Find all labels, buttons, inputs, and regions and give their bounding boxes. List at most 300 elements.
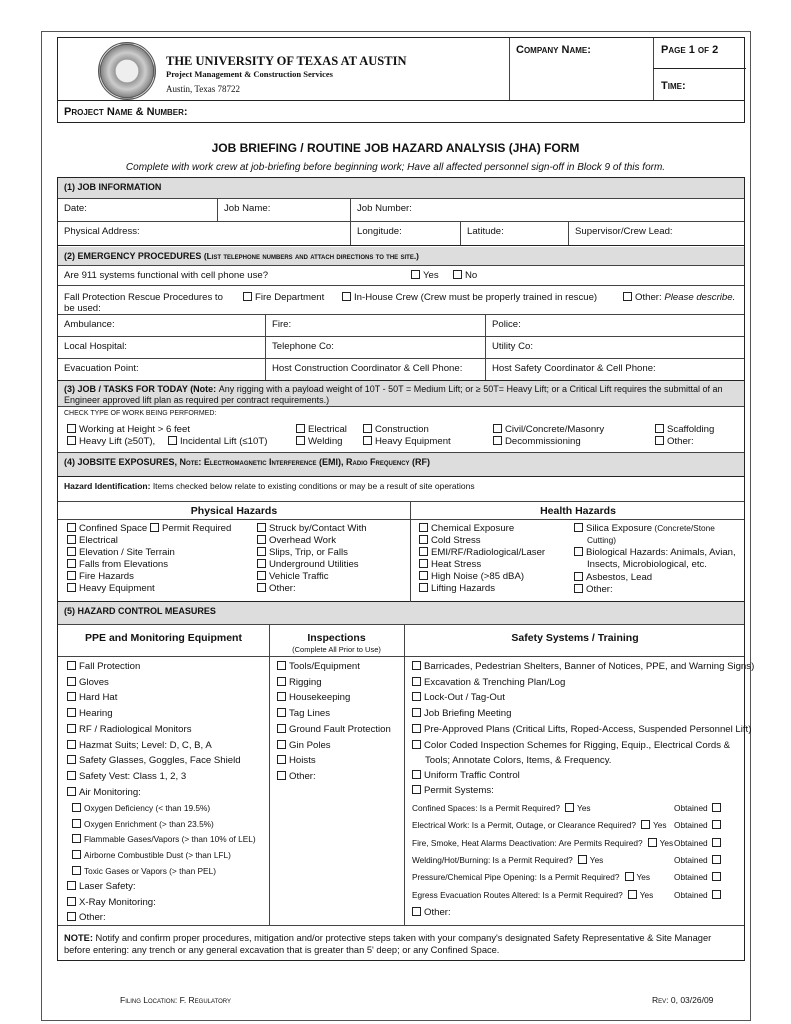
item-label: Civil/Concrete/Masonry	[505, 424, 605, 435]
heavy-lift-50t-checkbox[interactable]	[67, 436, 76, 445]
date-field[interactable]: Date:	[58, 199, 218, 221]
air-monitoring-item	[67, 787, 141, 798]
safety-vest-class-1-2-3-item	[67, 771, 186, 782]
ppe-other-checkbox[interactable]	[67, 912, 76, 921]
obtained-checkbox[interactable]	[712, 890, 721, 899]
heat-stress-checkbox[interactable]	[419, 559, 428, 568]
heavy-lift-50t-item	[67, 436, 155, 447]
item-label: Obtained	[674, 837, 708, 848]
yes-label: Yes	[659, 837, 674, 848]
slips-trip-or-falls-checkbox[interactable]	[257, 547, 266, 556]
obtained-checkbox[interactable]	[712, 855, 721, 864]
obtained-checkbox[interactable]	[712, 838, 721, 847]
tools-annotate-colors-items-frequency-item	[425, 755, 611, 766]
item-label: Falls from Elevations	[79, 559, 169, 570]
item-label: Incidental Lift (≤10T)	[180, 436, 268, 447]
flammable-gases-vapors-than-10-of-lel-checkbox[interactable]	[72, 834, 81, 843]
insp-tools-equipment-item	[277, 661, 360, 672]
permit-required-checkbox[interactable]	[150, 523, 159, 532]
item-label: Chemical Exposure	[431, 523, 515, 534]
lock-out-tag-out-item	[412, 692, 505, 703]
fire-hazards-item	[67, 571, 134, 582]
insp-tools-equipment-checkbox[interactable]	[277, 661, 286, 670]
item-label: Toxic Gases or Vapors (> than PEL)	[84, 865, 216, 876]
overhead-work-item	[257, 535, 336, 546]
oxygen-deficiency-than-19-5-checkbox[interactable]	[72, 803, 81, 812]
item-label: Underground Utilities	[269, 559, 359, 570]
insp-tag-lines-checkbox[interactable]	[277, 708, 286, 717]
item-label: Scaffolding	[667, 424, 715, 435]
civil-concrete-masonry-checkbox[interactable]	[493, 424, 502, 433]
item-label: Decommissioning	[505, 436, 581, 447]
item-label: Confined Space	[79, 523, 148, 534]
local-hospital-field[interactable]: Local Hospital:	[58, 337, 266, 358]
permit-1-item	[412, 820, 667, 830]
insects-microbiological-etc-item	[587, 559, 707, 570]
struck-by-contact-with-item	[257, 523, 367, 534]
section-2-title: (2) EMERGENCY PROCEDURES	[64, 251, 202, 261]
uniform-traffic-control-checkbox[interactable]	[412, 770, 421, 779]
revision: Rev: 0, 03/26/09	[652, 995, 714, 1005]
insp-rigging-item	[277, 677, 322, 688]
lock-out-tag-out-checkbox[interactable]	[412, 692, 421, 701]
biological-hazards-animals-avian-item	[574, 547, 736, 558]
falls-from-elevations-item	[67, 559, 168, 570]
utility-co-field[interactable]: Utility Co:	[492, 341, 534, 352]
section-2-note: (List telephone numbers and attach directions to the site.)	[203, 251, 419, 261]
welding-checkbox[interactable]	[296, 436, 305, 445]
obtained-checkbox[interactable]	[712, 872, 721, 881]
item-label: Barricades, Pedestrian Shelters, Banner of Notices, PPE, and Warning Signs)	[424, 661, 755, 672]
item-label: Other:	[289, 770, 316, 782]
in-house-crew-label: In-House Crew (Crew must be properly trained in rescue)	[354, 292, 598, 303]
item-label: Struck by/Contact With	[269, 523, 367, 534]
item-label: Slips, Trip, or Falls	[269, 547, 348, 558]
electrical-checkbox[interactable]	[296, 424, 305, 433]
host-safety-coordinator-field[interactable]: Host Safety Coordinator & Cell Phone:	[492, 363, 656, 374]
item-label: Electrical	[79, 535, 118, 546]
item-label: Elevation / Site Terrain	[79, 547, 175, 558]
safety-heading: Safety Systems / Training	[511, 632, 639, 644]
gloves-item	[67, 677, 109, 688]
underground-utilities-item	[257, 559, 359, 570]
insp-housekeeping-item	[277, 692, 350, 703]
toxic-gases-or-vapors-than-pel-checkbox[interactable]	[72, 866, 81, 875]
yes-label: Yes	[577, 803, 591, 813]
heavy-equipment-checkbox[interactable]	[363, 436, 372, 445]
header-box	[57, 37, 745, 123]
rf-radiological-monitors-checkbox[interactable]	[67, 724, 76, 733]
item-label: Electrical Work: Is a Permit, Outage, or Clearance Required?	[412, 820, 636, 831]
incidental-lift-10t-item	[168, 436, 267, 447]
job-briefing-meeting-item	[412, 708, 511, 719]
item-label: Hazmat Suits; Level: D, C, B, A	[79, 739, 212, 751]
permit-yes-checkbox[interactable]	[565, 803, 574, 812]
item-label: Working at Height > 6 feet	[79, 424, 191, 435]
scaffolding-item	[655, 424, 714, 435]
permit-yes-checkbox[interactable]	[625, 872, 634, 881]
item-label: Airborne Combustible Dust (> than LFL)	[84, 850, 231, 861]
item-label: Heavy Lift (≥50T),	[79, 436, 156, 447]
item-label: Heavy Equipment	[79, 583, 155, 594]
item-label: Uniform Traffic Control	[424, 770, 520, 781]
section-4-title: (4) JOBSITE EXPOSURES,	[64, 457, 178, 467]
item-label: Pressure/Chemical Pipe Opening: Is a Permit Required?	[412, 872, 620, 883]
item-label: Obtained	[674, 854, 708, 865]
permit-yes-checkbox[interactable]	[641, 820, 650, 829]
insp-rigging-checkbox[interactable]	[277, 677, 286, 686]
confined-space-item	[67, 523, 147, 534]
permit-systems-checkbox[interactable]	[412, 785, 421, 794]
oxygen-enrichment-than-23-5-checkbox[interactable]	[72, 819, 81, 828]
civil-concrete-masonry-item	[493, 424, 604, 435]
vehicle-traffic-checkbox[interactable]	[257, 571, 266, 580]
page-number: Page 1 of 2	[661, 44, 719, 56]
biological-hazards-animals-avian-checkbox[interactable]	[574, 547, 583, 556]
item-label: Oxygen Enrichment (> than 23.5%)	[84, 818, 214, 829]
item-label: Excavation & Trenching Plan/Log	[424, 676, 566, 688]
barricades-pedestrian-shelters-banner-of-checkbox[interactable]	[412, 661, 421, 670]
pre-approved-plans-critical-lifts-roped--item	[412, 724, 751, 735]
safety-other-checkbox[interactable]	[412, 907, 421, 916]
other-checkbox[interactable]	[257, 583, 266, 592]
electrical-item	[296, 424, 347, 435]
form-subtitle: Complete with work crew at job-briefing before beginning work; Have all affected personnel sign-off in Block 9 of this form.	[125, 162, 666, 173]
item-label: Permit Required	[162, 523, 232, 534]
item-label: Flammable Gases/Vapors (> than 10% of LEL)	[84, 834, 256, 845]
item-label: Hard Hat	[79, 692, 118, 704]
item-label: Gin Poles	[289, 739, 331, 751]
decommissioning-item	[493, 436, 581, 447]
item-label: Silica Exposure	[586, 523, 653, 534]
permit-5-item	[412, 890, 653, 900]
working-at-height-6-feet-item	[67, 424, 190, 435]
check-type-label: CHECK TYPE OF WORK BEING PERFORMED:	[64, 410, 217, 417]
item-label: Other:	[79, 912, 106, 924]
item-label: Heavy Equipment	[375, 436, 451, 447]
item-label: Cutting)	[587, 535, 617, 545]
form-title: JOB BRIEFING / ROUTINE JOB HAZARD ANALYSIS (JHA) FORM	[211, 141, 580, 155]
incidental-lift-10t-checkbox[interactable]	[168, 436, 177, 445]
longitude-field[interactable]: Longitude:	[351, 222, 461, 245]
safety-other-item	[412, 907, 451, 918]
physical-address-field[interactable]: Physical Address:	[58, 222, 351, 245]
insp-hoists-item	[277, 755, 316, 766]
item-label: Insects, Microbiological, etc.	[587, 559, 707, 570]
yes-label: Yes	[423, 270, 439, 281]
emi-rf-radiological-laser-item	[419, 547, 545, 558]
item-label: Other:	[667, 436, 694, 447]
lifting-hazards-checkbox[interactable]	[419, 583, 428, 592]
chemical-exposure-item	[419, 523, 514, 534]
cutting-item	[587, 535, 616, 545]
other-item	[257, 583, 296, 594]
item-label: Oxygen Deficiency (< than 19.5%)	[84, 803, 211, 813]
heavy-equipment-item	[363, 436, 451, 447]
insp-gin-poles-item	[277, 740, 331, 751]
underground-utilities-checkbox[interactable]	[257, 559, 266, 568]
item-label: Welding/Hot/Burning: Is a Permit Required?	[412, 854, 573, 865]
item-label: Color Coded Inspection Schemes for Rigging, Equip., Electrical Cords &	[424, 739, 731, 751]
item-label: High Noise (>85 dBA)	[431, 571, 525, 582]
item-label: Other:	[269, 583, 296, 594]
item-label: Egress Evacuation Routes Altered: Is a Permit Required?	[412, 889, 623, 900]
construction-checkbox[interactable]	[363, 424, 372, 433]
section-1-title: (1) JOB INFORMATION	[64, 182, 162, 192]
section-4-note: Note: Electromagnetic Interference (EMI), Radio Frequency (RF)	[179, 457, 431, 467]
item-label: Ground Fault Protection	[289, 723, 391, 735]
rf-radiological-monitors-item	[67, 724, 192, 735]
welding-item	[296, 436, 343, 447]
university-address: Austin, Texas 78722	[166, 84, 240, 94]
safety-glasses-goggles-face-shield-item	[67, 755, 241, 766]
flammable-gases-vapors-than-10-of-lel-item	[72, 834, 256, 844]
company-name-label: Company Name:	[516, 44, 591, 56]
ppe-x-ray-monitoring-item	[67, 897, 156, 908]
ppe-x-ray-monitoring-checkbox[interactable]	[67, 897, 76, 906]
hazmat-suits-level-d-c-b-a-item	[67, 740, 212, 751]
fire-department-checkbox[interactable]	[243, 292, 252, 301]
911-yes-checkbox[interactable]	[411, 270, 420, 279]
yes-label: Yes	[652, 820, 667, 831]
fall-protection-label: Fall Protection Rescue Procedures to be used:	[64, 292, 223, 314]
item-label: Fire Hazards	[79, 571, 134, 582]
ppe-laser-safety-item	[67, 881, 136, 892]
inspections-heading: Inspections	[307, 632, 366, 644]
fire-hazards-checkbox[interactable]	[67, 571, 76, 580]
other-label: Other:	[635, 292, 662, 303]
item-label: X-Ray Monitoring:	[79, 896, 156, 908]
decommissioning-checkbox[interactable]	[493, 436, 502, 445]
item-label: Pre-Approved Plans (Critical Lifts, Roped-Access, Suspended Personnel Lift)	[424, 723, 752, 735]
permit-yes-checkbox[interactable]	[648, 838, 657, 847]
item-label: Hoists	[289, 755, 316, 767]
high-noise-85-dba-checkbox[interactable]	[419, 571, 428, 580]
ppe-laser-safety-checkbox[interactable]	[67, 881, 76, 890]
item-label: EMI/RF/Radiological/Laser	[431, 547, 546, 558]
hard-hat-checkbox[interactable]	[67, 692, 76, 701]
item-label: RF / Radiological Monitors	[79, 723, 192, 735]
ambulance-field[interactable]: Ambulance:	[58, 315, 266, 336]
police-field[interactable]: Police:	[492, 319, 521, 330]
university-seal-logo	[98, 42, 156, 100]
item-label: Hearing	[79, 708, 113, 720]
construction-item	[363, 424, 429, 435]
vehicle-traffic-item	[257, 571, 329, 582]
section-3-title: (3) JOB / TASKS FOR TODAY (Note:	[64, 384, 217, 394]
hearing-item	[67, 708, 113, 719]
in-house-crew-checkbox[interactable]	[342, 292, 351, 301]
insp-ground-fault-protection-checkbox[interactable]	[277, 724, 286, 733]
item-label: Safety Glasses, Goggles, Face Shield	[79, 755, 241, 767]
item-label: Permit Systems:	[424, 785, 494, 796]
falls-from-elevations-checkbox[interactable]	[67, 559, 76, 568]
fall-protection-checkbox[interactable]	[67, 661, 76, 670]
yes-label: Yes	[589, 854, 604, 865]
barricades-pedestrian-shelters-banner-of-item	[412, 661, 754, 672]
silica-note: (Concrete/Stone	[652, 523, 715, 533]
item-label: Fire, Smoke, Heat Alarms Deactivation: Are Permits Required?	[412, 837, 643, 848]
physical-hazards-heading: Physical Hazards	[190, 505, 278, 517]
silica-exposure-checkbox[interactable]	[574, 523, 583, 532]
emi-rf-radiological-laser-checkbox[interactable]	[419, 547, 428, 556]
hard-hat-item	[67, 692, 117, 703]
other-rescue-checkbox[interactable]	[623, 292, 632, 301]
ppe-other-item	[67, 912, 106, 923]
item-label: Overhead Work	[269, 535, 337, 546]
job-name-field[interactable]: Job Name:	[218, 199, 351, 221]
911-question: Are 911 systems functional with cell phone use?	[64, 270, 269, 281]
safety-vest-class-1-2-3-checkbox[interactable]	[67, 771, 76, 780]
elevation-site-terrain-item	[67, 547, 175, 558]
heavy-equipment-checkbox[interactable]	[67, 583, 76, 592]
time-label: Time:	[661, 80, 686, 92]
heat-stress-item	[419, 559, 481, 570]
permit-yes-checkbox[interactable]	[578, 855, 587, 864]
hazard-id-text: Items checked below relate to existing conditions or may be a result of site operations	[152, 481, 475, 491]
elevation-site-terrain-checkbox[interactable]	[67, 547, 76, 556]
item-label: Asbestos, Lead	[586, 572, 653, 583]
department-name: Project Management & Construction Services	[166, 69, 333, 79]
item-label: Vehicle Traffic	[269, 571, 329, 582]
oxygen-deficiency-than-19-5-item	[72, 803, 210, 813]
item-label: Biological Hazards: Animals, Avian,	[586, 547, 736, 558]
item-label: Obtained	[674, 803, 708, 813]
item-label: Tag Lines	[289, 708, 331, 720]
struck-by-contact-with-checkbox[interactable]	[257, 523, 266, 532]
item-label: Job Briefing Meeting	[424, 708, 512, 720]
heavy-equipment-item	[67, 583, 155, 594]
host-construction-coordinator-field[interactable]: Host Construction Coordinator & Cell Phone:	[266, 359, 486, 380]
other-checkbox[interactable]	[655, 436, 664, 445]
safety-glasses-goggles-face-shield-checkbox[interactable]	[67, 755, 76, 764]
project-name-label: Project Name & Number:	[64, 106, 188, 118]
item-label: Other:	[424, 907, 451, 918]
working-at-height-6-feet-checkbox[interactable]	[67, 424, 76, 433]
color-coded-inspection-schemes-for-riggi-checkbox[interactable]	[412, 740, 421, 749]
supervisor-field[interactable]: Supervisor/Crew Lead:	[575, 226, 673, 237]
obtained-1-item	[674, 820, 724, 830]
insp-other-checkbox[interactable]	[277, 771, 286, 780]
item-label: Lifting Hazards	[431, 583, 495, 594]
color-coded-inspection-schemes-for-riggi-item	[412, 740, 730, 751]
yes-label: Yes	[639, 889, 654, 900]
insp-housekeeping-checkbox[interactable]	[277, 692, 286, 701]
item-label: Air Monitoring:	[79, 786, 141, 798]
item-label: Welding	[308, 436, 343, 447]
evacuation-point-field[interactable]: Evacuation Point:	[58, 359, 266, 380]
jha-form	[57, 177, 755, 961]
fire-field[interactable]: Fire:	[266, 315, 486, 336]
confined-space-checkbox[interactable]	[67, 523, 76, 532]
obtained-0-item	[674, 803, 724, 813]
lifting-hazards-item	[419, 583, 495, 594]
item-label: Electrical	[308, 424, 347, 435]
obtained-4-item	[674, 872, 724, 882]
permit-yes-checkbox[interactable]	[628, 890, 637, 899]
excavation-trenching-plan-log-checkbox[interactable]	[412, 677, 421, 686]
note-label: NOTE:	[64, 933, 93, 943]
high-noise-85-dba-item	[419, 571, 524, 582]
air-monitoring-checkbox[interactable]	[67, 787, 76, 796]
permit-systems-item	[412, 785, 494, 796]
telephone-co-field[interactable]: Telephone Co:	[266, 337, 486, 358]
item-label: Laser Safety:	[79, 881, 136, 892]
section-5-title: (5) HAZARD CONTROL MEASURES	[64, 606, 216, 616]
permit-2-item	[412, 838, 673, 848]
university-name: THE UNIVERSITY OF TEXAS AT AUSTIN	[166, 54, 407, 68]
obtained-2-item	[674, 838, 724, 848]
excavation-trenching-plan-log-item	[412, 677, 565, 688]
latitude-field[interactable]: Latitude:	[461, 222, 569, 245]
item-label: Tools; Annotate Colors, Items, & Frequency.	[425, 755, 612, 766]
insp-hoists-checkbox[interactable]	[277, 755, 286, 764]
airborne-combustible-dust-than-lfl-checkbox[interactable]	[72, 850, 81, 859]
permit-0-item	[412, 803, 591, 813]
gloves-checkbox[interactable]	[67, 677, 76, 686]
yes-label: Yes	[636, 872, 651, 883]
911-no-checkbox[interactable]	[453, 270, 462, 279]
scaffolding-checkbox[interactable]	[655, 424, 664, 433]
job-briefing-meeting-checkbox[interactable]	[412, 708, 421, 717]
ppe-heading: PPE and Monitoring Equipment	[85, 632, 242, 644]
health-hazards-heading: Health Hazards	[540, 505, 616, 517]
oxygen-enrichment-than-23-5-item	[72, 819, 214, 829]
electrical-item	[67, 535, 118, 546]
health-other-checkbox[interactable]	[574, 584, 583, 593]
item-label: Safety Vest: Class 1, 2, 3	[79, 770, 187, 782]
obtained-checkbox[interactable]	[712, 820, 721, 829]
fire-department-label: Fire Department	[255, 292, 325, 303]
filing-location: Filing Location: F. Regulatory	[120, 995, 232, 1005]
item-label: Other:	[586, 584, 613, 595]
overhead-work-checkbox[interactable]	[257, 535, 266, 544]
insp-gin-poles-checkbox[interactable]	[277, 740, 286, 749]
permit-4-item	[412, 872, 650, 882]
slips-trip-or-falls-item	[257, 547, 348, 558]
hearing-checkbox[interactable]	[67, 708, 76, 717]
note-text: Notify and confirm proper procedures, mitigation and/or protective steps taken with your company's designated Safety Representative & Site Manager before entering: any trench or any general excavation that is greater than 5' deep; or any Confined Space.	[64, 933, 712, 955]
health-other-item	[574, 584, 613, 595]
item-label: Housekeeping	[289, 692, 351, 704]
asbestos-lead-checkbox[interactable]	[574, 572, 583, 581]
cold-stress-item	[419, 535, 481, 546]
hazard-id-label: Hazard Identification:	[64, 481, 151, 491]
item-label: Lock-Out / Tag-Out	[424, 692, 505, 704]
item-label: Obtained	[674, 820, 708, 831]
insp-ground-fault-protection-item	[277, 724, 391, 735]
obtained-checkbox[interactable]	[712, 803, 721, 812]
cold-stress-checkbox[interactable]	[419, 535, 428, 544]
permit-3-item	[412, 855, 603, 865]
item-label: Confined Spaces: Is a Permit Required?	[412, 803, 561, 813]
item-label: Gloves	[79, 676, 109, 688]
item-label: Obtained	[674, 872, 708, 883]
pre-approved-plans-critical-lifts-roped--checkbox[interactable]	[412, 724, 421, 733]
airborne-combustible-dust-than-lfl-item	[72, 850, 231, 860]
chemical-exposure-checkbox[interactable]	[419, 523, 428, 532]
other-note: Please describe.	[664, 292, 736, 303]
item-label: Heat Stress	[431, 559, 482, 570]
insp-tag-lines-item	[277, 708, 330, 719]
other-item	[655, 436, 694, 447]
electrical-checkbox[interactable]	[67, 535, 76, 544]
toxic-gases-or-vapors-than-pel-item	[72, 866, 216, 876]
silica-exposure-item	[574, 523, 715, 534]
hazmat-suits-level-d-c-b-a-checkbox[interactable]	[67, 740, 76, 749]
item-label: Rigging	[289, 676, 322, 688]
job-number-field[interactable]: Job Number:	[357, 203, 412, 214]
